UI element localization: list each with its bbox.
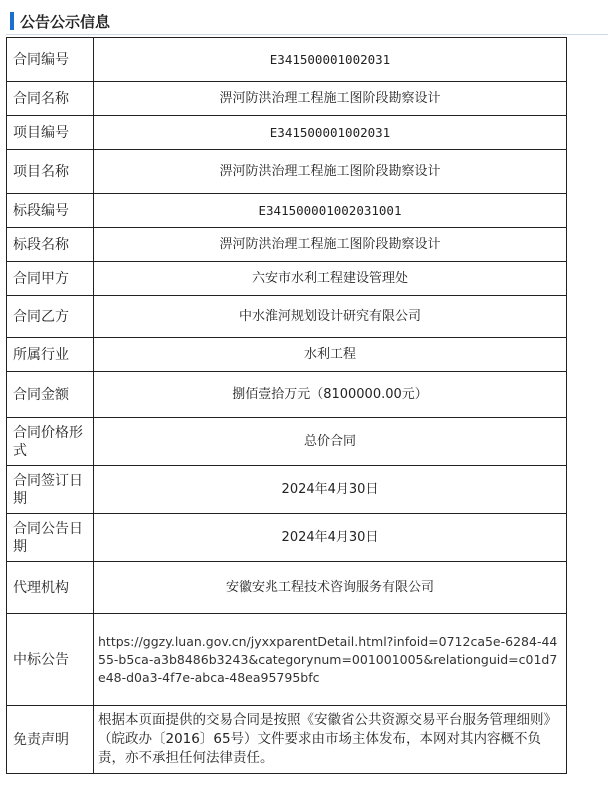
row-value-contract-name: 淠河防洪治理工程施工图阶段勘察设计 xyxy=(94,82,567,116)
row-label-section-name: 标段名称 xyxy=(7,228,94,262)
table-row xyxy=(7,466,567,514)
row-label-party-b: 合同乙方 xyxy=(7,296,94,338)
row-label-price-form: 合同价格形式 xyxy=(7,418,94,466)
row-value-section-name: 淠河防洪治理工程施工图阶段勘察设计 xyxy=(94,228,567,262)
bid-announcement-link[interactable]: https://ggzy.luan.gov.cn/jyxxparentDetail.html?infoid=0712ca5e-6284-4455-b5ca-a3b8486b3243&categorynum=001001005&relationguid=c01d7e48-d0a3-4f7e-abca-48ea95795bfc xyxy=(94,614,567,706)
row-label-party-a: 合同甲方 xyxy=(7,262,94,296)
table-row xyxy=(7,116,567,150)
table-row xyxy=(7,150,567,194)
row-label-industry: 所属行业 xyxy=(7,338,94,372)
row-label-contract-number: 合同编号 xyxy=(7,38,94,82)
row-label-agency: 代理机构 xyxy=(7,562,94,614)
table-row xyxy=(7,38,567,82)
row-label-bid-announcement: 中标公告 xyxy=(7,614,94,706)
table-row xyxy=(7,194,567,228)
row-label-signing-date: 合同签订日期 xyxy=(7,466,94,514)
table-row xyxy=(7,706,567,774)
table-row xyxy=(7,228,567,262)
row-label-contract-amount: 合同金额 xyxy=(7,372,94,418)
table-row xyxy=(7,262,567,296)
contract-info-table xyxy=(6,37,567,774)
header-divider xyxy=(6,34,608,35)
row-value-announcement-date: 2024年4月30日 xyxy=(94,514,567,562)
table-row xyxy=(7,418,567,466)
row-value-project-name: 淠河防洪治理工程施工图阶段勘察设计 xyxy=(94,150,567,194)
row-label-project-number: 项目编号 xyxy=(7,116,94,150)
row-value-party-b: 中水淮河规划设计研究有限公司 xyxy=(94,296,567,338)
row-label-project-name: 项目名称 xyxy=(7,150,94,194)
row-value-contract-number: E341500001002031 xyxy=(94,38,567,82)
section-header xyxy=(10,10,110,32)
table-row xyxy=(7,338,567,372)
table-row xyxy=(7,296,567,338)
row-label-contract-name: 合同名称 xyxy=(7,82,94,116)
row-value-contract-amount: 捌佰壹拾万元（8100000.00元） xyxy=(94,372,567,418)
table-row xyxy=(7,82,567,116)
table-row xyxy=(7,614,567,706)
section-accent-bar xyxy=(10,12,14,30)
row-value-project-number: E341500001002031 xyxy=(94,116,567,150)
row-value-party-a: 六安市水利工程建设管理处 xyxy=(94,262,567,296)
table-row xyxy=(7,372,567,418)
row-label-section-number: 标段编号 xyxy=(7,194,94,228)
row-value-disclaimer: 根据本页面提供的交易合同是按照《安徽省公共资源交易平台服务管理细则》（皖政办〔2016〕65号）文件要求由市场主体发布，本网对其内容概不负责，亦不承担任何法律责任。 xyxy=(94,706,567,774)
row-value-industry: 水利工程 xyxy=(94,338,567,372)
row-label-disclaimer: 免责声明 xyxy=(7,706,94,774)
table-row xyxy=(7,514,567,562)
row-value-signing-date: 2024年4月30日 xyxy=(94,466,567,514)
table-row xyxy=(7,562,567,614)
row-value-agency: 安徽安兆工程技术咨询服务有限公司 xyxy=(94,562,567,614)
row-label-announcement-date: 合同公告日期 xyxy=(7,514,94,562)
row-value-section-number: E341500001002031001 xyxy=(94,194,567,228)
section-title: 公告公示信息 xyxy=(20,12,111,31)
row-value-price-form: 总价合同 xyxy=(94,418,567,466)
